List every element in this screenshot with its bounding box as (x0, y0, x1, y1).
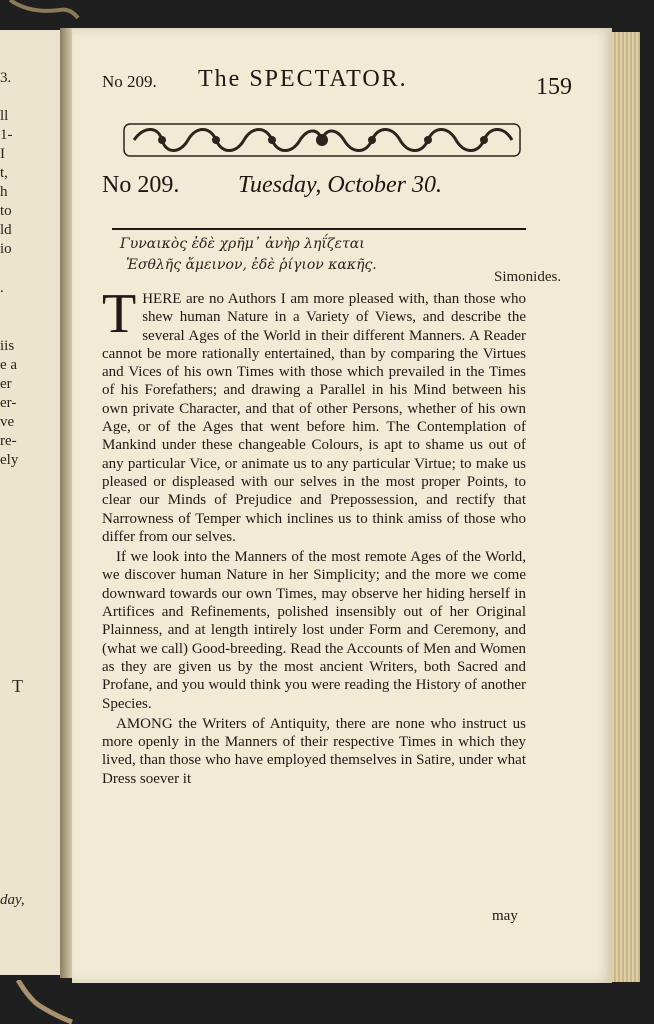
catchword: may (492, 908, 518, 924)
left-fragment: ll (0, 108, 9, 124)
left-fragment: io (0, 241, 12, 257)
left-fragment: t, (0, 165, 8, 181)
issue-date: Tuesday, October 30. (238, 172, 442, 198)
epigraph-line-2: Ἐσθλῆς ἄμεινον, ἐδὲ ῥίγιον κακῆς. (126, 257, 377, 273)
right-page (72, 28, 612, 983)
page-number: 159 (536, 74, 572, 100)
epigraph (120, 234, 562, 285)
left-fragment: e a (0, 357, 18, 373)
left-fragment: T (12, 676, 23, 696)
running-head-number: No 209. (102, 72, 157, 91)
book-gutter (60, 28, 72, 978)
running-head (102, 66, 572, 100)
left-fragment: 1- (0, 127, 13, 143)
left-fragment: er (0, 376, 12, 392)
left-fragment: to (0, 203, 12, 219)
left-fragment: day, (0, 892, 25, 908)
ornament-icon (122, 120, 522, 160)
left-fragment: re- (0, 433, 17, 449)
paragraph-text: HERE are no Authors I am more pleased with, than those who shew human Nature in a Variety of Views, and describe the several Ages of the World in their different Manners. A Reader cannot be more rationally entertained, than by comparing the Virtues and Vices of his own Times with those which prevailed in the Times of his Forefathers; and drawing a Parallel in his Mind between his own private Character, and that of other Persons, whether of his own Age, or of the Ages that went before him. The Contemplation of Mankind under these changeable Colours, is apt to shame us out of any particular Vice, or animate us to any particular Virtue; to make us pleased or displeased with our selves in the most proper Points, to clear our Minds of Prejudice and Prepossession, and rectify that Narrowness of Temper which inclines us to think amiss of those who differ from our selves. (102, 291, 526, 545)
left-fragment: er- (0, 395, 17, 411)
paragraph: AMONG the Writers of Antiquity, there are none who instruct us more openly in the Manners of their respective Times in which they lived, than those who have employed themselves in Satire, under what Dress soever it (102, 715, 526, 787)
article-body (102, 283, 526, 790)
running-head-title: The SPECTATOR. (198, 66, 408, 92)
issue-number: No 209. (102, 172, 180, 198)
left-fragment: iis (0, 338, 15, 354)
divider (112, 228, 526, 230)
ribbon-top (0, 0, 80, 20)
left-fragment: . (0, 280, 4, 296)
left-fragment: I (0, 146, 5, 162)
paragraph (102, 283, 526, 546)
left-fragment: ely (0, 452, 19, 468)
epigraph-source: Simonides. (494, 269, 562, 285)
epigraph-line-1: Γυναικὸς ἐδὲ χρῆμ᾿ ἀνὴρ ληΐζεται (120, 236, 365, 252)
left-fragment: ve (0, 414, 15, 430)
paragraph: If we look into the Manners of the most remote Ages of the World, we discover human Nature in her Simplicity; and the more we come downward towards our own Times, may observe her hiding herself in Artifices and Refinements, polished insensibly out of her Original Plainness, and at length intirely lost under Form and Ceremony, and (what we call) Good-breeding. Read the Accounts of Men and Women as they are given us by the most ancient Writers, both Sacred and Profane, and you would think you were reading the History of another Species. (102, 549, 526, 712)
ribbon-bottom (10, 980, 80, 1024)
left-page (0, 30, 62, 975)
left-fragment: ld (0, 222, 12, 238)
drop-cap: T (102, 283, 137, 345)
left-fragment: h (0, 184, 8, 200)
left-fragment: 3. (0, 70, 12, 86)
